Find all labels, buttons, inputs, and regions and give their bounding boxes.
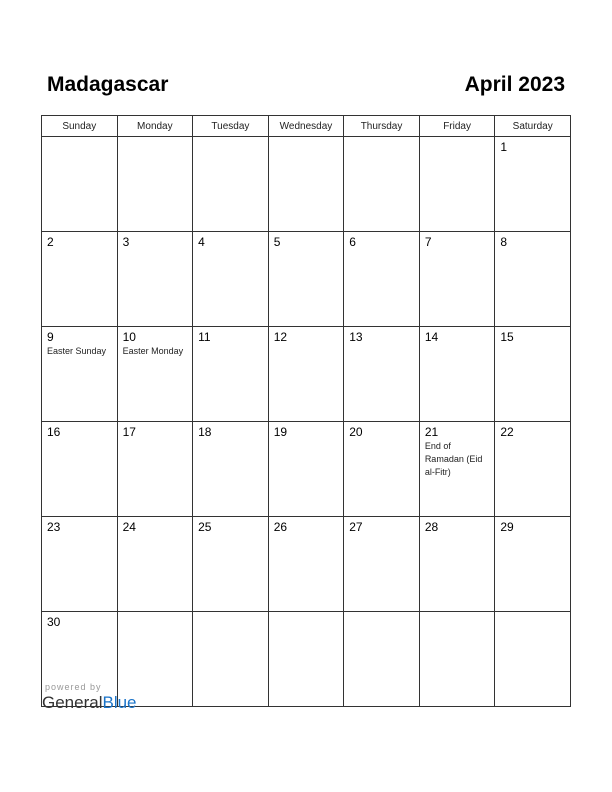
day-cell bbox=[495, 517, 571, 612]
day-number: 24 bbox=[122, 520, 136, 534]
day-cell bbox=[419, 517, 495, 612]
day-cell bbox=[344, 517, 420, 612]
day-cell bbox=[193, 612, 269, 707]
day-number: 17 bbox=[122, 425, 136, 439]
day-number: 27 bbox=[349, 520, 363, 534]
brand-name-part2: Blue bbox=[102, 693, 137, 712]
day-cell bbox=[268, 422, 344, 517]
day-number: 23 bbox=[47, 520, 61, 534]
day-number: 10 bbox=[122, 330, 136, 344]
day-number: 13 bbox=[349, 330, 363, 344]
day-cell bbox=[42, 517, 118, 612]
day-cell bbox=[344, 232, 420, 327]
day-cell bbox=[419, 612, 495, 707]
holiday-label: Easter Monday bbox=[122, 346, 184, 356]
day-cell bbox=[344, 422, 420, 517]
day-number: 25 bbox=[198, 520, 212, 534]
day-number: 2 bbox=[47, 235, 54, 249]
day-number: 18 bbox=[198, 425, 212, 439]
day-number: 28 bbox=[424, 520, 439, 534]
day-number: 22 bbox=[500, 425, 514, 439]
day-number: 26 bbox=[273, 520, 288, 534]
day-cell bbox=[419, 232, 495, 327]
day-cell bbox=[117, 137, 193, 232]
day-number: 29 bbox=[500, 520, 514, 534]
week-row bbox=[42, 232, 571, 327]
week-row bbox=[42, 137, 571, 232]
day-cell bbox=[419, 137, 495, 232]
brand-logo bbox=[42, 693, 137, 713]
weekday-header-row bbox=[42, 116, 571, 137]
day-cell bbox=[117, 422, 193, 517]
weekday-header: Monday bbox=[117, 116, 193, 137]
day-cell bbox=[117, 517, 193, 612]
day-cell bbox=[42, 327, 118, 422]
brand-name-part1: General bbox=[42, 693, 103, 712]
day-cell bbox=[193, 327, 269, 422]
weekday-header: Saturday bbox=[495, 116, 571, 137]
weekday-header: Sunday bbox=[42, 116, 118, 137]
day-cell bbox=[193, 517, 269, 612]
day-number: 9 bbox=[47, 330, 54, 344]
country-title: Madagascar bbox=[47, 73, 169, 96]
weekday-header: Tuesday bbox=[193, 116, 269, 137]
day-cell bbox=[268, 517, 344, 612]
day-number: 30 bbox=[47, 615, 61, 629]
weekday-header: Thursday bbox=[344, 116, 420, 137]
day-cell bbox=[268, 327, 344, 422]
week-row bbox=[42, 517, 571, 612]
day-number: 12 bbox=[273, 330, 288, 344]
day-cell bbox=[344, 327, 420, 422]
day-cell bbox=[419, 327, 495, 422]
day-cell bbox=[193, 422, 269, 517]
day-cell bbox=[42, 137, 118, 232]
day-cell bbox=[268, 137, 344, 232]
holiday-label: Easter Sunday bbox=[47, 346, 107, 356]
weekday-header: Wednesday bbox=[268, 116, 344, 137]
day-number: 8 bbox=[500, 235, 508, 249]
day-number: 4 bbox=[198, 235, 205, 249]
powered-by-text: powered by bbox=[45, 682, 102, 692]
day-number: 19 bbox=[273, 425, 288, 439]
day-cell bbox=[419, 422, 495, 517]
holiday-label: End of Ramadan (Eid al-Fitr) bbox=[424, 441, 483, 477]
week-row bbox=[42, 422, 571, 517]
day-cell bbox=[268, 232, 344, 327]
day-cell bbox=[42, 422, 118, 517]
day-cell bbox=[42, 232, 118, 327]
day-cell bbox=[344, 612, 420, 707]
day-cell bbox=[495, 137, 571, 232]
calendar-grid bbox=[41, 115, 571, 707]
day-number: 16 bbox=[47, 425, 61, 439]
day-cell bbox=[344, 137, 420, 232]
day-number: 21 bbox=[424, 425, 439, 439]
day-cell bbox=[268, 612, 344, 707]
day-number: 1 bbox=[500, 140, 508, 154]
month-year-title: April 2023 bbox=[464, 73, 565, 96]
day-number: 14 bbox=[424, 330, 439, 344]
day-cell bbox=[495, 612, 571, 707]
day-number: 20 bbox=[349, 425, 363, 439]
day-number: 5 bbox=[273, 235, 281, 249]
day-number: 3 bbox=[122, 235, 130, 249]
day-number: 7 bbox=[424, 235, 432, 249]
day-number: 6 bbox=[349, 235, 356, 249]
week-row bbox=[42, 327, 571, 422]
day-cell bbox=[495, 327, 571, 422]
day-cell bbox=[495, 232, 571, 327]
day-number: 11 bbox=[198, 330, 211, 344]
weekday-header: Friday bbox=[419, 116, 495, 137]
day-cell bbox=[193, 232, 269, 327]
day-cell bbox=[193, 137, 269, 232]
day-cell bbox=[117, 232, 193, 327]
day-number: 15 bbox=[500, 330, 514, 344]
day-cell bbox=[117, 327, 193, 422]
day-cell bbox=[495, 422, 571, 517]
